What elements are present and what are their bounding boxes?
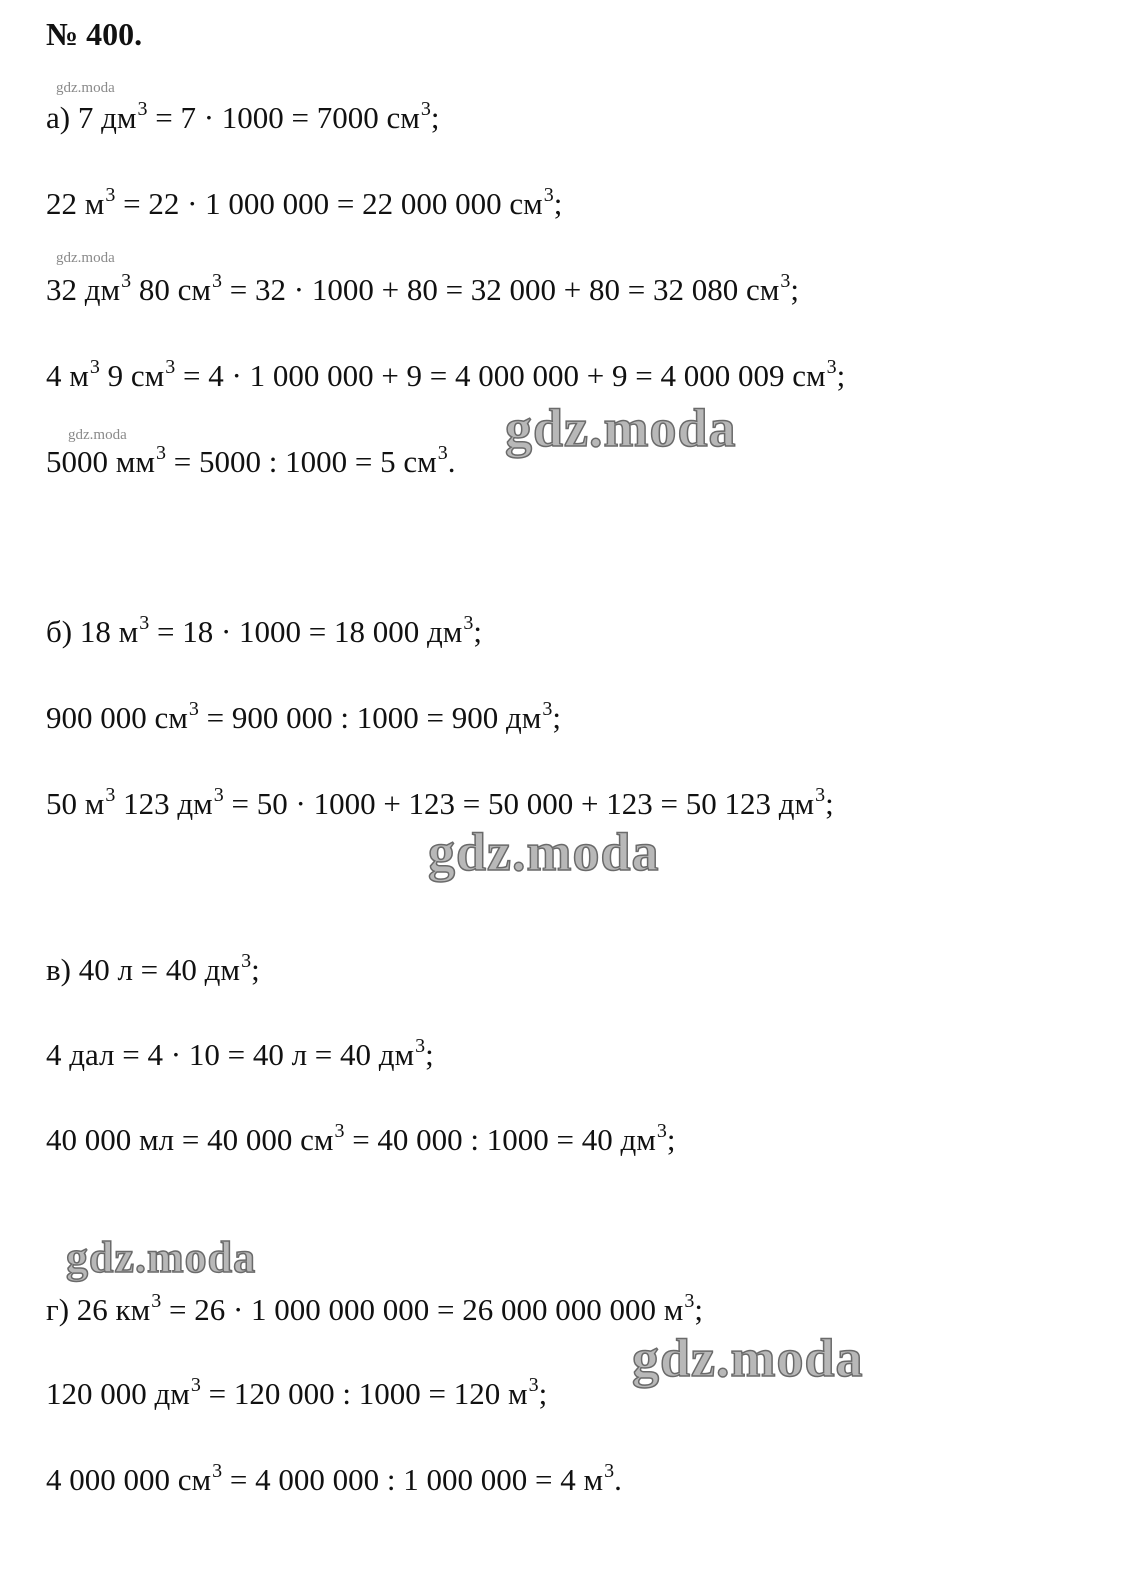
equation-line [46, 184, 562, 228]
equation-text: = 22 · 1 000 000 = 22 000 000 см [115, 186, 543, 221]
equation-text: ; [825, 786, 834, 821]
equation-text: 22 м [46, 186, 105, 221]
exponent: 3 [151, 1290, 162, 1312]
equation-line [46, 1374, 547, 1418]
equation-text: 9 см [99, 358, 165, 393]
equation-text: 123 дм [115, 786, 213, 821]
equation-text: ; [694, 1292, 703, 1327]
exponent: 3 [437, 442, 448, 464]
exponent: 3 [105, 184, 116, 206]
watermark-large: gdz.moda [66, 1233, 257, 1282]
exponent: 3 [89, 356, 100, 378]
exponent: 3 [780, 270, 791, 292]
equation-text: ; [430, 100, 440, 135]
equation-line [46, 612, 482, 656]
equation-text: 50 м [46, 786, 105, 821]
equation-text: . [614, 1462, 622, 1497]
equation-line [46, 1460, 622, 1504]
watermark-small: gdz.moda [68, 427, 127, 443]
exponent: 3 [415, 1035, 426, 1057]
exponent: 3 [212, 1460, 223, 1482]
equation-text: = 18 · 1000 = 18 000 дм [149, 614, 463, 649]
exponent: 3 [604, 1460, 615, 1482]
exponent: 3 [463, 612, 474, 634]
equation-text: ; [552, 700, 561, 735]
equation-line [46, 1035, 434, 1079]
equation-text: 900 000 см [46, 700, 188, 735]
equation-text: = 50 · 1000 + 123 = 50 000 + 123 = 50 123 дм [223, 786, 815, 821]
equation-text: 80 см [131, 272, 212, 307]
exponent: 3 [212, 270, 223, 292]
equation-text: . [447, 444, 456, 479]
equation-text: 4 дал = 4 · 10 = 40 л = 40 дм [46, 1037, 415, 1072]
exponent: 3 [542, 698, 553, 720]
equation-text: а) 7 дм [46, 100, 137, 135]
equation-line [46, 98, 440, 142]
exponent: 3 [190, 1374, 201, 1396]
equation-line [46, 698, 561, 742]
exponent: 3 [684, 1290, 695, 1312]
exponent: 3 [105, 784, 116, 806]
equation-text: = 4 · 1 000 000 + 9 = 4 000 000 + 9 = 4 000 009 см [175, 358, 826, 393]
exponent: 3 [420, 98, 431, 120]
equation-text: г) 26 км [46, 1292, 151, 1327]
equation-line [46, 270, 799, 314]
exponent: 3 [165, 356, 176, 378]
equation-text: 40 000 мл = 40 000 см [46, 1122, 334, 1157]
equation-line [46, 1120, 676, 1164]
equation-text: = 26 · 1 000 000 000 = 26 000 000 000 м [161, 1292, 684, 1327]
equation-line [46, 950, 260, 994]
exponent: 3 [656, 1120, 667, 1142]
watermark-small: gdz.moda [56, 80, 115, 96]
equation-line [46, 442, 455, 486]
exponent: 3 [155, 442, 166, 464]
equation-text: в) 40 л = 40 дм [46, 952, 241, 987]
equation-text: ; [251, 952, 260, 987]
equation-text: 120 000 дм [46, 1376, 190, 1411]
exponent: 3 [139, 612, 150, 634]
equation-text: = 40 000 : 1000 = 40 дм [344, 1122, 656, 1157]
equation-text: = 900 000 : 1000 = 900 дм [198, 700, 542, 735]
equation-text: = 120 000 : 1000 = 120 м [200, 1376, 528, 1411]
equation-text: ; [666, 1122, 676, 1157]
equation-text: 4 м [46, 358, 89, 393]
exponent: 3 [241, 950, 252, 972]
exponent: 3 [528, 1374, 539, 1396]
equation-text: = 7 · 1000 = 7000 см [147, 100, 420, 135]
exponent: 3 [334, 1120, 345, 1142]
watermark-large: gdz.moda [632, 1328, 864, 1388]
watermark-small: gdz.moda [56, 250, 115, 266]
equation-text: = 5000 : 1000 = 5 см [165, 444, 437, 479]
exponent: 3 [543, 184, 554, 206]
equation-line [46, 1290, 703, 1334]
equation-text: 32 дм [46, 272, 121, 307]
equation-text: ; [425, 1037, 434, 1072]
equation-text: ; [473, 614, 483, 649]
equation-text: = 32 · 1000 + 80 = 32 000 + 80 = 32 080 см [222, 272, 780, 307]
exponent: 3 [826, 356, 837, 378]
equation-text: 5000 мм [46, 444, 155, 479]
equation-text: ; [790, 272, 800, 307]
equation-text: = 4 000 000 : 1 000 000 = 4 м [222, 1462, 604, 1497]
exponent: 3 [815, 784, 826, 806]
equation-text: ; [553, 186, 563, 221]
watermark-large: gdz.moda [505, 398, 737, 458]
equation-text: 4 000 000 см [46, 1462, 212, 1497]
equation-line [46, 356, 845, 400]
equation-text: ; [836, 358, 846, 393]
equation-text: б) 18 м [46, 614, 139, 649]
exponent: 3 [121, 270, 132, 292]
watermark-large: gdz.moda [428, 822, 660, 882]
problem-title: № 400. [46, 16, 143, 52]
exponent: 3 [188, 698, 199, 720]
exponent: 3 [213, 784, 224, 806]
equation-text: ; [538, 1376, 548, 1411]
exponent: 3 [137, 98, 148, 120]
